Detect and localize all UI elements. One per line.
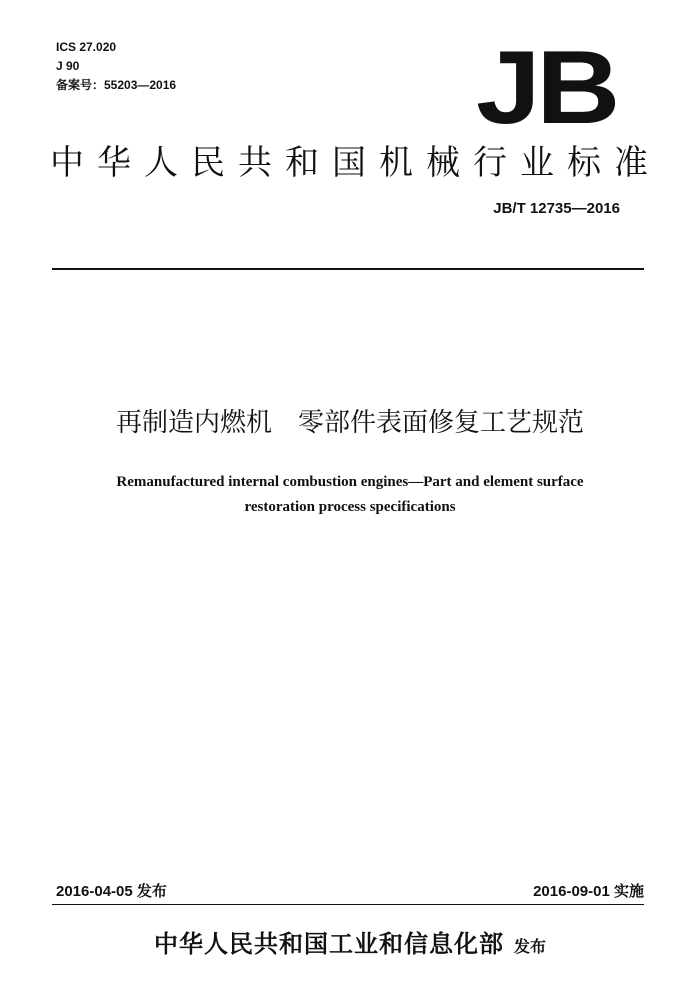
title-english-line-2: restoration process specifications (244, 499, 456, 515)
top-divider (52, 268, 644, 270)
ics-code: ICS 27.020 (56, 40, 117, 54)
standard-code: JB/T 12735—2016 (493, 200, 620, 217)
publisher-action: 发布 (513, 937, 546, 956)
issue-date: 2016-04-05 发布 (56, 883, 167, 900)
record-number: 备案号：55203—2016 (56, 78, 177, 92)
implementation-date: 2016-09-01 实施 (533, 883, 644, 900)
title-english-line-1: Remanufactured internal combustion engines—Part and element surface (116, 474, 584, 490)
publisher-line (0, 924, 700, 959)
bottom-divider (52, 904, 644, 905)
title-chinese: 再制造内燃机 零部件表面修复工艺规范 (115, 408, 584, 438)
publisher-organization: 中华人民共和国工业和信息化部 (153, 930, 504, 958)
classification-block (56, 38, 176, 95)
title-english (0, 470, 700, 520)
ccs-code: J 90 (56, 59, 80, 73)
jb-logo: JB (476, 30, 616, 146)
standard-organization: 中华人民共和国机械行业标准 (50, 143, 661, 183)
